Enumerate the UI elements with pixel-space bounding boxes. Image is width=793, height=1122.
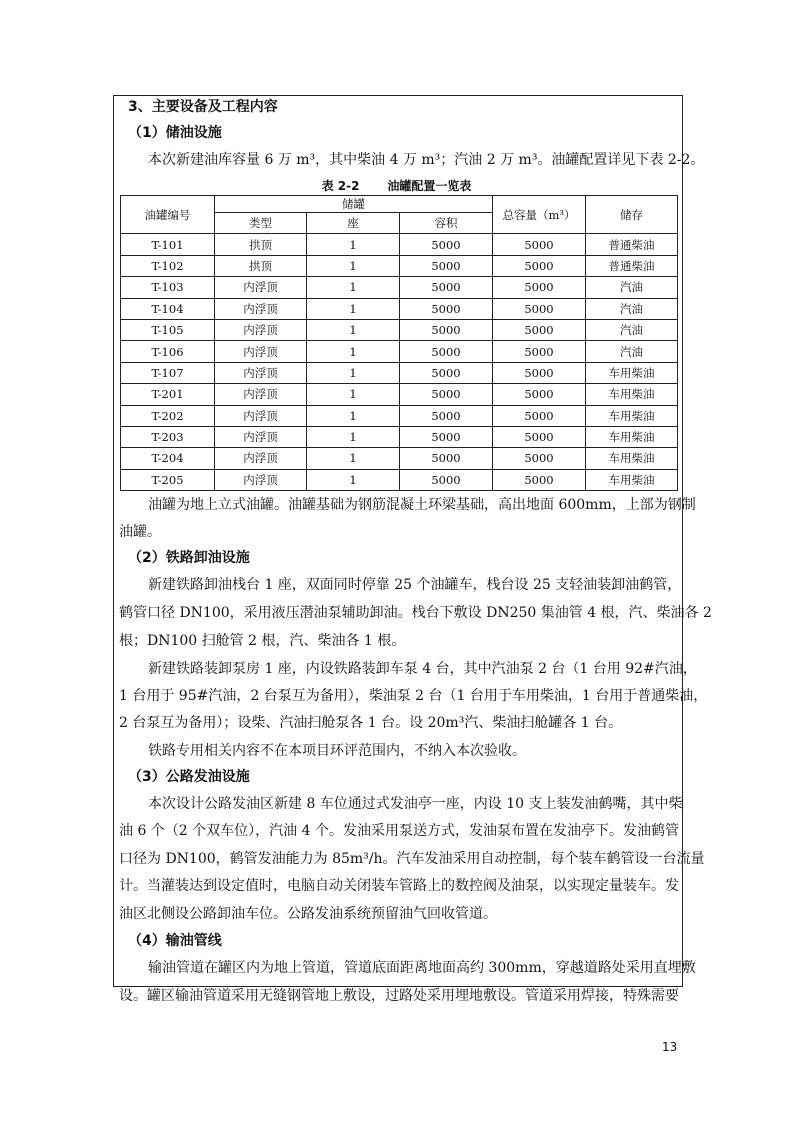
- paragraph: 油罐为地上立式油罐。油罐基础为钢筋混凝土环梁基础，高出地面 600mm，上部为钢制: [148, 497, 696, 513]
- table-cell: 拱顶: [215, 234, 307, 255]
- table-cell: T-203: [121, 426, 215, 447]
- paragraph: 新建铁路装卸泵房 1 座，内设铁路装卸车泵 4 台，其中汽油泵 2 台（1 台用 92#汽油，: [148, 661, 697, 677]
- table-row: [121, 277, 678, 298]
- page-number: 13: [662, 1040, 678, 1054]
- header-total: 总容量（m³）: [493, 196, 586, 234]
- header-storage: 储存: [586, 196, 678, 234]
- table-row: [121, 341, 678, 362]
- table-cell: T-202: [121, 405, 215, 426]
- table-cell: 5000: [400, 255, 493, 276]
- heading-pipeline: （4）输油管线: [128, 933, 222, 949]
- paragraph: 油区北侧设公路卸油车位。公路发油系统预留油气回收管道。: [119, 906, 497, 922]
- table-cell: T-107: [121, 362, 215, 383]
- table-cell: 5000: [493, 234, 586, 255]
- paragraph: 口径为 DN100，鹤管发油能力为 85m³/h。汽车发油采用自动控制，每个装车鹤管设一台流量: [119, 851, 705, 867]
- table-cell: 内浮顶: [215, 277, 307, 298]
- table-cell: T-103: [121, 277, 215, 298]
- header-id: 油罐编号: [121, 196, 215, 234]
- heading-road: （3）公路发油设施: [128, 769, 250, 785]
- table-cell: 1: [307, 319, 400, 340]
- table-cell: 车用柴油: [586, 469, 678, 490]
- table-cell: 5000: [400, 469, 493, 490]
- table-cell: 5000: [493, 298, 586, 319]
- table-cell: 汽油: [586, 319, 678, 340]
- table-cell: 内浮顶: [215, 426, 307, 447]
- paragraph: 设。罐区输油管道采用无缝钢管地上敷设，过路处采用埋地敷设。管道采用焊接，特殊需要: [119, 988, 679, 1004]
- table-cell: 5000: [400, 362, 493, 383]
- table-cell: 拱顶: [215, 255, 307, 276]
- paragraph: 本次设计公路发油区新建 8 车位通过式发油亭一座，内设 10 支上装发油鹤嘴，其中柴: [148, 796, 683, 812]
- table-cell: T-201: [121, 384, 215, 405]
- table-cell: 车用柴油: [586, 426, 678, 447]
- header-tank: 储罐: [215, 196, 493, 213]
- table-cell: 普通柴油: [586, 255, 678, 276]
- table-cell: 1: [307, 362, 400, 383]
- table-cell: T-102: [121, 255, 215, 276]
- table-cell: 1: [307, 298, 400, 319]
- table-cell: 内浮顶: [215, 384, 307, 405]
- table-cell: 1: [307, 426, 400, 447]
- table-cell: 5000: [400, 426, 493, 447]
- paragraph: 鹤管口径 DN100，采用液压潜油泵辅助卸油。栈台下敷设 DN250 集油管 4 根，汽、柴油各 2: [119, 605, 712, 621]
- header-volume: 容积: [400, 213, 493, 234]
- table-cell: 内浮顶: [215, 469, 307, 490]
- table-cell: 内浮顶: [215, 319, 307, 340]
- table-cell: 5000: [400, 319, 493, 340]
- table-cell: 5000: [400, 405, 493, 426]
- paragraph: 本次新建油库容量 6 万 m³，其中柴油 4 万 m³；汽油 2 万 m³。油罐配置详见下表 2-2。: [148, 152, 705, 168]
- table-cell: 5000: [400, 384, 493, 405]
- table-cell: T-105: [121, 319, 215, 340]
- heading-rail: （2）铁路卸油设施: [128, 550, 250, 566]
- table-cell: 1: [307, 405, 400, 426]
- table-cell: 5000: [400, 234, 493, 255]
- paragraph: 油罐。: [119, 524, 161, 540]
- table-cell: 车用柴油: [586, 448, 678, 469]
- table-cell: 5000: [400, 448, 493, 469]
- paragraph: 根；DN100 扫舱管 2 根，汽、柴油各 1 根。: [119, 633, 406, 649]
- table-cell: 1: [307, 234, 400, 255]
- table-cell: 车用柴油: [586, 384, 678, 405]
- table-cell: 1: [307, 341, 400, 362]
- table-cell: 普通柴油: [586, 234, 678, 255]
- table-cell: 5000: [400, 298, 493, 319]
- table-cell: 汽油: [586, 298, 678, 319]
- table-cell: 5000: [493, 405, 586, 426]
- paragraph: 油 6 个（2 个双车位），汽油 4 个。发油采用泵送方式，发油泵布置在发油亭下。发油鹤管: [119, 823, 679, 839]
- table-cell: 内浮顶: [215, 298, 307, 319]
- table-row: [121, 362, 678, 383]
- table-row: [121, 448, 678, 469]
- table-cell: 5000: [493, 362, 586, 383]
- paragraph: 新建铁路卸油栈台 1 座，双面同时停靠 25 个油罐车，栈台设 25 支轻油装卸油鹤管，: [148, 577, 682, 593]
- section-title: 3、主要设备及工程内容: [128, 99, 278, 115]
- table-cell: 5000: [493, 277, 586, 298]
- paragraph: 铁路专用相关内容不在本项目环评范围内，不纳入本次验收。: [148, 743, 526, 759]
- header-count: 座: [307, 213, 400, 234]
- paragraph: 2 台泵互为备用）；设柴、汽油扫舱泵各 1 台。设 20m³汽、柴油扫舱罐各 1 台。: [119, 715, 623, 731]
- table-row: [121, 234, 678, 255]
- table-row: [121, 298, 678, 319]
- paragraph: 1 台用于 95#汽油，2 台泵互为备用），柴油泵 2 台（1 台用于车用柴油，1 台用于普通柴油，: [119, 688, 708, 704]
- table-row: [121, 255, 678, 276]
- table-cell: T-101: [121, 234, 215, 255]
- table-cell: 1: [307, 469, 400, 490]
- table-cell: 1: [307, 384, 400, 405]
- table-cell: 5000: [493, 469, 586, 490]
- table-row: [121, 405, 678, 426]
- paragraph: 输油管道在罐区内为地上管道，管道底面距离地面高约 300mm，穿越道路处采用直埋敷: [148, 960, 696, 976]
- table-cell: 汽油: [586, 277, 678, 298]
- table-row: [121, 384, 678, 405]
- table-cell: 车用柴油: [586, 362, 678, 383]
- table-number: 表 2-2: [321, 179, 360, 193]
- header-type: 类型: [215, 213, 307, 234]
- table-cell: 汽油: [586, 341, 678, 362]
- table-row: [121, 319, 678, 340]
- table-cell: T-204: [121, 448, 215, 469]
- table-cell: 5000: [493, 341, 586, 362]
- table-cell: 1: [307, 448, 400, 469]
- table-caption: [0, 177, 793, 194]
- tank-table: [120, 195, 678, 491]
- table-cell: 5000: [493, 255, 586, 276]
- table-cell: 内浮顶: [215, 448, 307, 469]
- table-row: [121, 426, 678, 447]
- table-cell: T-104: [121, 298, 215, 319]
- table-cell: 5000: [400, 277, 493, 298]
- table-cell: 1: [307, 277, 400, 298]
- paragraph: 计。当灌装达到设定值时，电脑自动关闭装车管路上的数控阀及油泵，以实现定量装车。发: [119, 878, 679, 894]
- table-cell: 1: [307, 255, 400, 276]
- table-cell: 内浮顶: [215, 405, 307, 426]
- table-title: 油罐配置一览表: [387, 179, 472, 193]
- table-cell: 内浮顶: [215, 362, 307, 383]
- heading-storage: （1）储油设施: [128, 125, 222, 141]
- table-cell: 5000: [493, 426, 586, 447]
- table-cell: T-205: [121, 469, 215, 490]
- table-row: [121, 469, 678, 490]
- table-cell: 5000: [493, 448, 586, 469]
- table-cell: 5000: [493, 384, 586, 405]
- table-cell: 车用柴油: [586, 405, 678, 426]
- table-cell: 5000: [493, 319, 586, 340]
- table-cell: T-106: [121, 341, 215, 362]
- table-cell: 内浮顶: [215, 341, 307, 362]
- table-cell: 5000: [400, 341, 493, 362]
